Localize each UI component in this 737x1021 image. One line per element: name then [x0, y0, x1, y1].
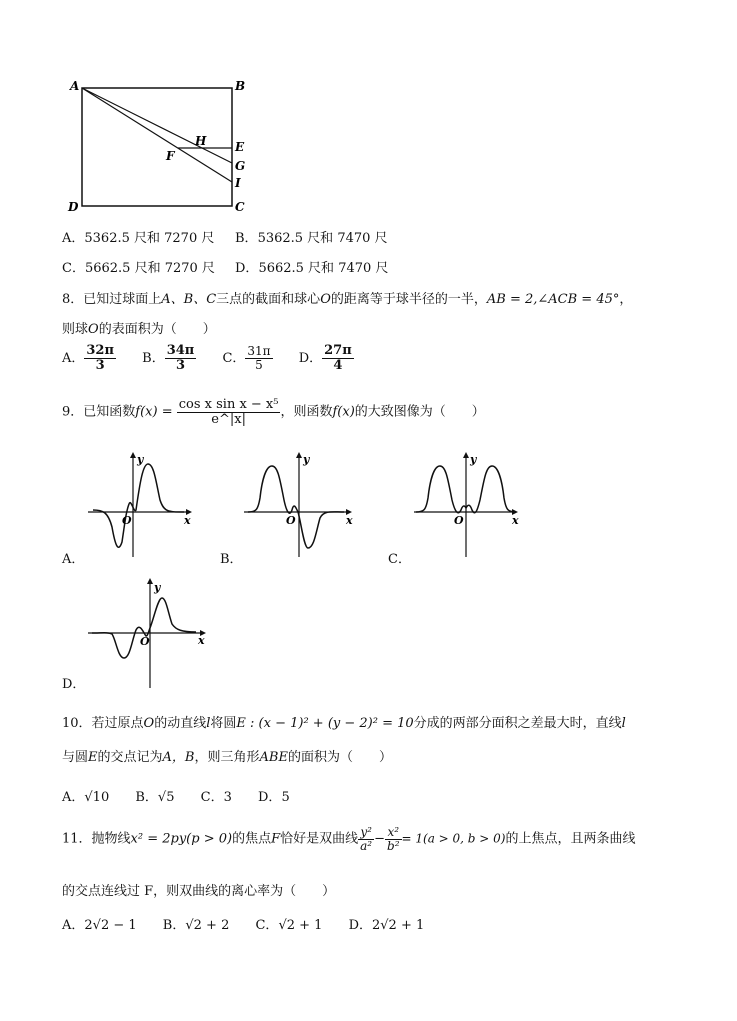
q7-label-A: A: [70, 79, 80, 93]
q10-stem-line1: [62, 712, 626, 731]
q9-option-a-label[interactable]: A．: [62, 552, 85, 567]
q10-text: 的动直线: [154, 716, 207, 731]
option-text: 5362.5 尺和 7270 尺: [84, 231, 215, 246]
q10-option-d[interactable]: [258, 790, 290, 805]
q9-text: 的大致图像为（ ）: [354, 404, 485, 420]
axis-label-y: y: [137, 453, 144, 466]
axis-label-x: x: [198, 634, 205, 647]
option-letter: C．: [200, 790, 224, 805]
option-text: √10: [84, 790, 110, 805]
q10-line: l: [621, 716, 626, 731]
option-numerator: 27π: [324, 343, 352, 358]
q10-triangle: ABE: [259, 750, 288, 765]
q7-label-B: B: [235, 79, 246, 93]
y-arrow: [463, 452, 469, 458]
q8-points: A、B、C: [161, 292, 217, 307]
q7-label-G: G: [235, 159, 246, 173]
q11-hyp-den1: a²: [360, 838, 373, 853]
q7-option-c[interactable]: [62, 257, 215, 276]
q10-origin: O: [143, 716, 155, 731]
q7-label-H: H: [195, 134, 207, 148]
q9-text: ，则函数: [280, 404, 333, 420]
q10-option-c[interactable]: [201, 790, 232, 805]
q10-points: A，B: [162, 750, 195, 765]
curve: [248, 466, 344, 548]
q11-hyp-rest: = 1(a > 0, b > 0): [401, 831, 506, 846]
option-letter: B．: [162, 918, 186, 933]
option-letter: B．: [142, 350, 165, 366]
q8-text: 则球: [62, 322, 89, 337]
q11-minus: −: [374, 831, 386, 847]
q7-line-AI: [82, 88, 232, 182]
option-letter: C．: [62, 261, 85, 276]
q10-stem-line2: [62, 746, 392, 765]
axis-label-x: x: [184, 514, 191, 527]
q7-label-E: E: [235, 140, 245, 154]
q10-option-b[interactable]: [135, 790, 174, 805]
option-text: 5: [281, 790, 290, 805]
q8-stem-line1: [62, 288, 632, 307]
q11-options: [62, 914, 424, 933]
q8-text: 三点的截面和球心: [216, 292, 321, 307]
option-text: 5662.5 尺和 7270 尺: [84, 261, 215, 276]
q11-hyp-den2: b²: [387, 838, 400, 853]
origin-label: O: [286, 514, 296, 527]
option-numerator: 34π: [166, 343, 195, 358]
q10-option-a[interactable]: [62, 790, 109, 805]
option-text: √2 + 1: [278, 918, 323, 933]
curve: [93, 464, 184, 547]
q10-text: 的交点记为: [97, 750, 163, 765]
q11-option-d[interactable]: [349, 918, 425, 933]
option-letter: D．: [298, 350, 323, 366]
origin-label: O: [122, 514, 132, 527]
option-letter: A．: [62, 790, 85, 805]
q11-hyp-num2: x²: [385, 826, 402, 840]
axis-label-y: y: [303, 453, 310, 466]
option-text: 2√2 + 1: [372, 918, 425, 933]
y-arrow: [296, 452, 302, 458]
q7-option-a[interactable]: [62, 227, 214, 246]
q7-label-C: C: [235, 200, 245, 214]
option-letter: A．: [62, 231, 85, 246]
option-text: √2 + 2: [185, 918, 230, 933]
q8-text: 的距离等于球半径的一半，: [330, 292, 487, 307]
q8-option-c[interactable]: [222, 344, 276, 372]
option-letter: D．: [348, 918, 372, 933]
q10-text: 与圆: [62, 750, 89, 765]
axis-label-x: x: [512, 514, 519, 527]
q10-text: 分成的两部分面积之差最大时，直线: [413, 716, 622, 731]
q9-option-b-label[interactable]: B．: [220, 552, 243, 567]
q9-denominator: e^|x|: [211, 411, 246, 427]
q11-stem-line2: 的交点连线过 F，则双曲线的离心率为（ ）: [62, 884, 336, 899]
q9-text: 9．已知函数: [62, 404, 136, 420]
q11-option-b[interactable]: [163, 918, 230, 933]
q10-text: ，则三角形: [194, 750, 260, 765]
q8-text: 8．已知过球面上: [62, 292, 162, 307]
option-letter: C．: [255, 918, 279, 933]
axis-label-y: y: [154, 581, 161, 594]
q10-text: 的面积为（ ）: [287, 750, 392, 765]
q10-options: [62, 786, 290, 805]
q7-label-D: D: [68, 200, 79, 214]
option-numerator: 32π: [86, 343, 114, 358]
option-text: 5362.5 尺和 7470 尺: [257, 231, 388, 246]
q8-options: [62, 344, 354, 372]
q11-text: 的上焦点，且两条曲线: [505, 831, 636, 847]
q9-numerator: cos x sin x − x⁵: [178, 397, 279, 412]
curve: [92, 598, 196, 658]
q9-function: f(x): [332, 404, 355, 420]
q8-center: O: [320, 292, 331, 307]
option-letter: C．: [222, 350, 246, 366]
option-denominator: 3: [175, 357, 186, 373]
q9-graph-d[interactable]: [88, 578, 213, 688]
option-letter: B．: [235, 231, 258, 246]
q10-line: l: [206, 716, 211, 731]
q11-focus: F: [271, 831, 281, 847]
option-text: 2√2 − 1: [84, 918, 137, 933]
q11-hyp-num1: y²: [358, 826, 374, 840]
q11-option-c[interactable]: [255, 918, 322, 933]
origin-label: O: [140, 635, 150, 648]
q10-circle-equation: E : (x − 1)² + (y − 2)² = 10: [236, 716, 414, 731]
option-letter: B．: [135, 790, 158, 805]
q9-stem: [62, 398, 485, 426]
q9-option-d-label[interactable]: D．: [62, 677, 86, 692]
y-arrow: [147, 578, 153, 584]
q11-parabola: x² = 2py(p > 0): [130, 831, 233, 847]
option-text: 3: [223, 790, 232, 805]
q8-text: 的表面积为（ ）: [98, 322, 216, 337]
q11-text: 11．抛物线: [62, 831, 131, 847]
option-denominator: 3: [95, 357, 105, 373]
q7-label-F: F: [166, 149, 175, 163]
q8-text: ，: [619, 292, 633, 307]
q11-text: 恰好是双曲线: [280, 831, 359, 847]
axis-label-y: y: [470, 453, 477, 466]
option-letter: A．: [62, 918, 85, 933]
option-denominator: 5: [255, 357, 263, 372]
axis-label-x: x: [346, 514, 353, 527]
option-text: 5662.5 尺和 7470 尺: [258, 261, 389, 276]
q11-stem-line1: [62, 826, 636, 852]
q9-function: f(x) =: [135, 404, 173, 420]
q8-center: O: [88, 322, 99, 337]
q7-option-b[interactable]: [235, 227, 388, 246]
q9-graph-c[interactable]: [414, 452, 526, 557]
q7-option-d[interactable]: [235, 257, 388, 276]
q7-line-AG: [82, 88, 232, 163]
option-denominator: 4: [333, 357, 343, 373]
q11-text: 的焦点: [232, 831, 272, 847]
option-numerator: 31π: [247, 344, 271, 359]
q10-text: 将圆: [210, 716, 237, 731]
q10-text: 10．若过原点: [62, 716, 144, 731]
q9-option-c-label[interactable]: C．: [388, 552, 411, 567]
q9-graph-a[interactable]: [88, 452, 198, 557]
q9-graph-b[interactable]: [244, 452, 359, 557]
option-letter: D．: [235, 261, 259, 276]
option-letter: A．: [62, 350, 85, 366]
q7-label-I: I: [235, 176, 241, 190]
option-letter: D．: [258, 790, 282, 805]
q7-figure: [62, 75, 252, 215]
origin-label: O: [454, 514, 464, 527]
q7-rectangle: [82, 88, 232, 206]
y-arrow: [130, 452, 136, 458]
q8-stem-line2: [62, 318, 216, 337]
option-text: √5: [157, 790, 175, 805]
q8-condition: AB = 2,∠ACB = 45°: [486, 292, 620, 307]
q10-circle: E: [88, 750, 98, 765]
q11-option-a[interactable]: [62, 918, 137, 933]
